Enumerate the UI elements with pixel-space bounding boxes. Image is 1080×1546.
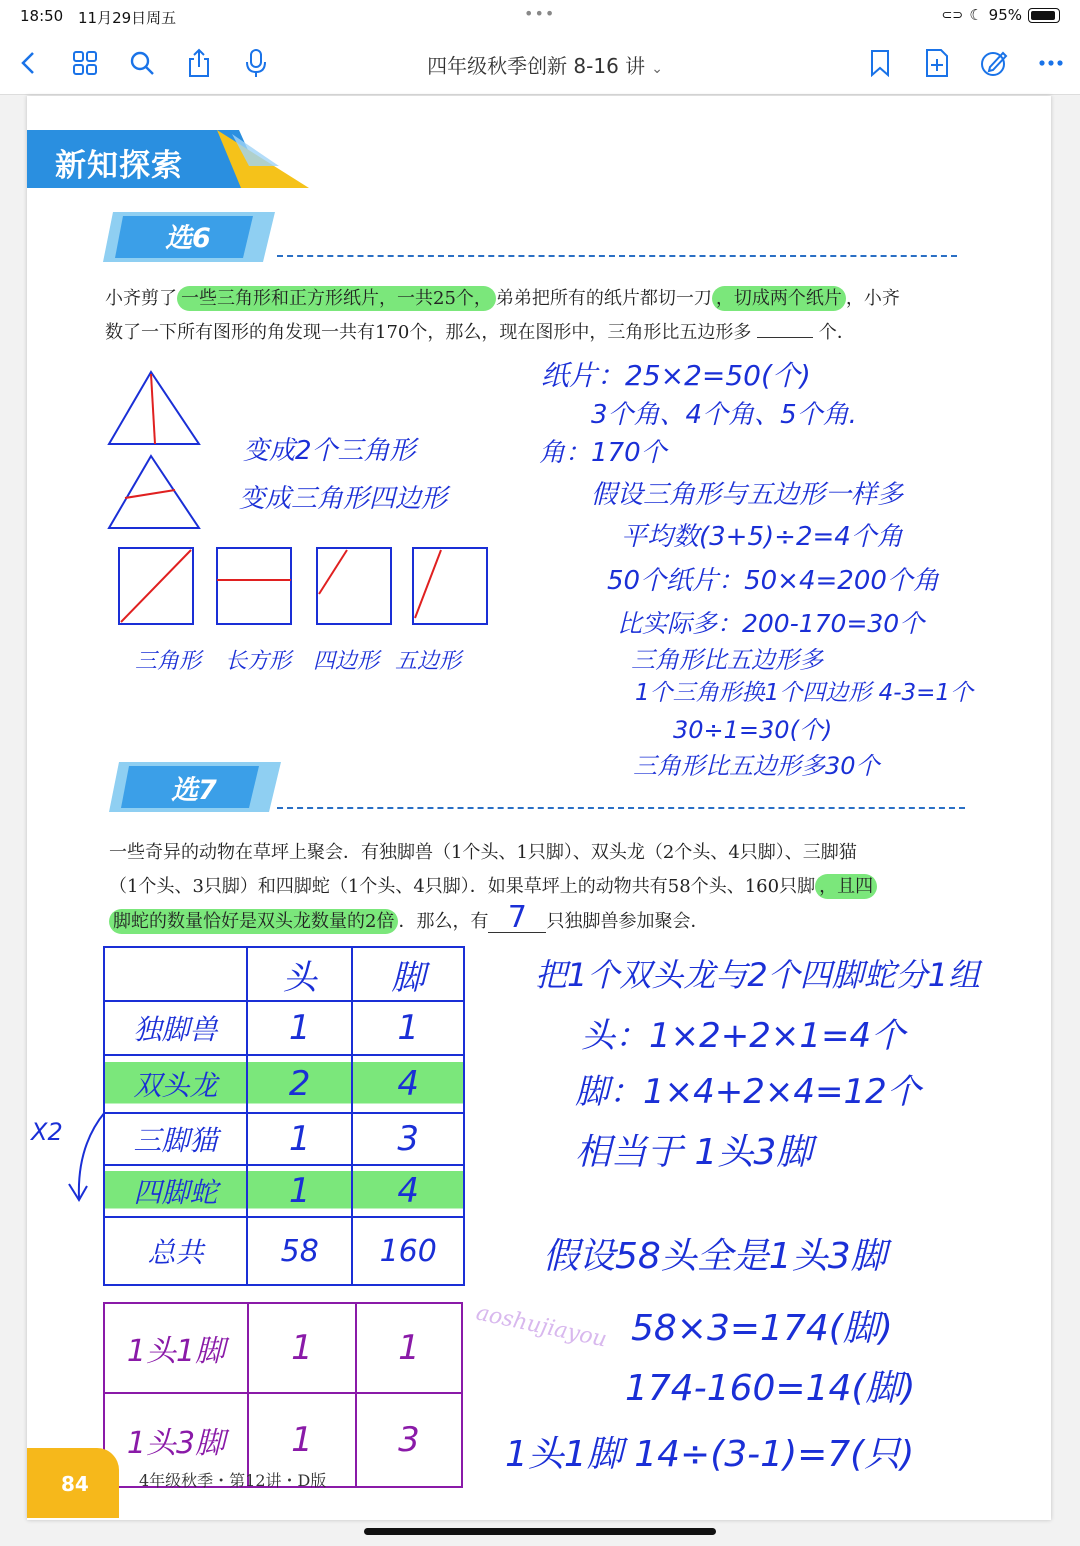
document-title[interactable]: 四年级秋季创新 8-16 讲 ⌄ bbox=[427, 54, 663, 78]
battery-icon bbox=[1028, 8, 1060, 23]
q6-problem: 小齐剪了 一些三角形和正方形纸片，一共25个， 弟弟把所有的纸片都切一刀 ，切成两个纸片 ，小齐 数了一下所有图形的角发现一共有170个，那么，现在图形中，三角形比五边形多 个． bbox=[105, 288, 900, 343]
multitask-dots-icon[interactable]: ••• bbox=[524, 4, 556, 23]
section-banner: 新知探索 bbox=[55, 148, 183, 184]
q7-table-header-feet: 脚 bbox=[352, 947, 464, 1001]
q7-table2-cell: 1头3脚 bbox=[104, 1393, 248, 1487]
q7-table-2 bbox=[103, 1302, 463, 1488]
q7-tag: 选7 bbox=[171, 775, 217, 806]
q7-table2-cell: 1 bbox=[356, 1303, 462, 1393]
q7-table-cell: 2 bbox=[247, 1055, 352, 1113]
q7-side-note: X2 bbox=[31, 1118, 63, 1146]
q6-note-right-5: 平均数(3+5)÷2=4个角 bbox=[621, 522, 903, 552]
q7-table-cell: 总共 bbox=[104, 1217, 247, 1285]
q7-divider bbox=[277, 807, 965, 809]
q7-note-8: 1头1脚 14÷(3-1)=7(只) bbox=[505, 1434, 915, 1475]
q7-table-cell: 1 bbox=[247, 1001, 352, 1055]
q7-note-1: 把1个双头龙与2个四脚蛇分1组 bbox=[535, 956, 981, 994]
q7-table-cell: 3 bbox=[352, 1113, 464, 1165]
q7-note-4: 相当于 1头3脚 bbox=[575, 1132, 813, 1173]
q7-highlight-1: ，且四 bbox=[815, 874, 877, 899]
q7-table-cell: 三脚猫 bbox=[104, 1113, 247, 1165]
q7-table-cell: 1 bbox=[247, 1113, 352, 1165]
q6-shape-label-1: 三角形 bbox=[135, 649, 202, 674]
status-time: 18:50 bbox=[20, 7, 64, 25]
curved-arrow-icon bbox=[61, 1106, 111, 1206]
q7-table-cell: 1 bbox=[247, 1165, 352, 1217]
q6-highlight-2: ，切成两个纸片 bbox=[712, 286, 846, 311]
q7-table-cell: 1 bbox=[352, 1001, 464, 1055]
q6-highlight-1: 一些三角形和正方形纸片，一共25个， bbox=[177, 286, 496, 311]
q7-table-header-empty bbox=[104, 947, 247, 1001]
q6-shape-label-4: 五边形 bbox=[395, 649, 462, 674]
battery-percent: 95% bbox=[988, 6, 1022, 24]
q6-answer-blank bbox=[757, 319, 813, 338]
status-right bbox=[941, 6, 1060, 24]
back-icon[interactable] bbox=[12, 46, 46, 80]
q7-highlight-2: 脚蛇的数量恰好是双头龙数量的2倍 bbox=[109, 909, 398, 934]
q7-table2-cell: 1头1脚 bbox=[104, 1303, 248, 1393]
q6-note-right-1: 纸片：25×2=50(个) bbox=[541, 359, 811, 392]
link-icon: ⊂⊃ bbox=[941, 7, 964, 23]
q6-note-right-10: 30÷1=30(个) bbox=[673, 716, 833, 744]
page-footer: 4年级秋季・第12讲・D版 bbox=[139, 1471, 327, 1490]
q7-note-2: 头：1×2+2×1=4个 bbox=[581, 1016, 906, 1056]
q6-note-right-4: 假设三角形与五边形一样多 bbox=[591, 480, 904, 510]
q7-note-6: 58×3=174(脚) bbox=[631, 1308, 893, 1349]
grid-icon[interactable] bbox=[68, 46, 102, 80]
status-bar bbox=[0, 0, 1080, 32]
document-page bbox=[27, 96, 1051, 1520]
q7-table2-cell: 1 bbox=[248, 1303, 356, 1393]
q7-table-cell: 4 bbox=[352, 1165, 464, 1217]
share-icon[interactable] bbox=[182, 46, 216, 80]
home-indicator[interactable] bbox=[364, 1528, 716, 1535]
q7-table-cell: 四脚蛇 bbox=[104, 1165, 247, 1217]
pen-edit-icon[interactable] bbox=[977, 46, 1011, 80]
q6-divider bbox=[277, 255, 957, 257]
q6-note-right-9: 1个三角形换1个四边形 4-3=1个 bbox=[635, 680, 974, 706]
q7-table-cell: 4 bbox=[352, 1055, 464, 1113]
q7-note-3: 脚：1×4+2×4=12个 bbox=[575, 1072, 921, 1112]
q7-note-5: 假设58头全是1头3脚 bbox=[543, 1236, 887, 1277]
add-page-icon[interactable] bbox=[920, 46, 954, 80]
q6-note-left-2: 变成三角形四边形 bbox=[239, 484, 448, 514]
moon-icon: ☾ bbox=[969, 6, 983, 24]
more-options-icon[interactable] bbox=[1034, 46, 1068, 80]
q6-note-right-3: 角：170个 bbox=[539, 438, 667, 468]
q6-note-right-6: 50个纸片：50×4=200个角 bbox=[607, 566, 939, 596]
q7-table bbox=[103, 946, 465, 1286]
q6-note-left-1: 变成2个三角形 bbox=[243, 436, 416, 466]
q7-note-7: 174-160=14(脚) bbox=[625, 1368, 916, 1409]
watermark: aoshujiayou bbox=[473, 1300, 609, 1353]
status-date: 11月29日周五 bbox=[78, 9, 177, 27]
chevron-down-icon: ⌄ bbox=[651, 61, 663, 77]
q6-note-right-2: 3个角、4个角、5个角. bbox=[591, 400, 857, 430]
q6-shape-label-2: 长方形 bbox=[225, 649, 292, 674]
q7-answer: 7 bbox=[488, 904, 546, 933]
app-toolbar bbox=[0, 32, 1080, 95]
q6-tag: 选6 bbox=[165, 223, 211, 254]
bookmark-icon[interactable] bbox=[863, 46, 897, 80]
q7-table-cell: 160 bbox=[352, 1217, 464, 1285]
page-number-tab: 84 bbox=[27, 1448, 119, 1518]
microphone-icon[interactable] bbox=[239, 46, 273, 80]
search-icon[interactable] bbox=[125, 46, 159, 80]
q7-table-cell: 独脚兽 bbox=[104, 1001, 247, 1055]
q7-problem: 一些奇异的动物在草坪上聚会．有独脚兽（1个头、1只脚）、双头龙（2个头、4只脚）、三脚猫 （1个头、3只脚）和四脚蛇（1个头、4只脚）．如果草坪上的动物共有58个头、160只脚 ，且四 脚蛇的数量恰好是双头龙数量的2倍 ．那么，有 7 只独脚兽参加聚会． bbox=[109, 836, 989, 939]
q7-table2-cell: 3 bbox=[356, 1393, 462, 1487]
q7-table-cell: 58 bbox=[247, 1217, 352, 1285]
q6-note-right-8: 三角形比五边形多 bbox=[631, 646, 823, 674]
q6-shape-label-3: 四边形 bbox=[313, 649, 380, 674]
q7-table2-cell: 1 bbox=[248, 1393, 356, 1487]
q7-table-header-head: 头 bbox=[247, 947, 352, 1001]
q7-table-cell: 双头龙 bbox=[104, 1055, 247, 1113]
q6-note-right-11: 三角形比五边形多30个 bbox=[633, 752, 880, 780]
q6-note-right-7: 比实际多：200-170=30个 bbox=[617, 609, 925, 638]
